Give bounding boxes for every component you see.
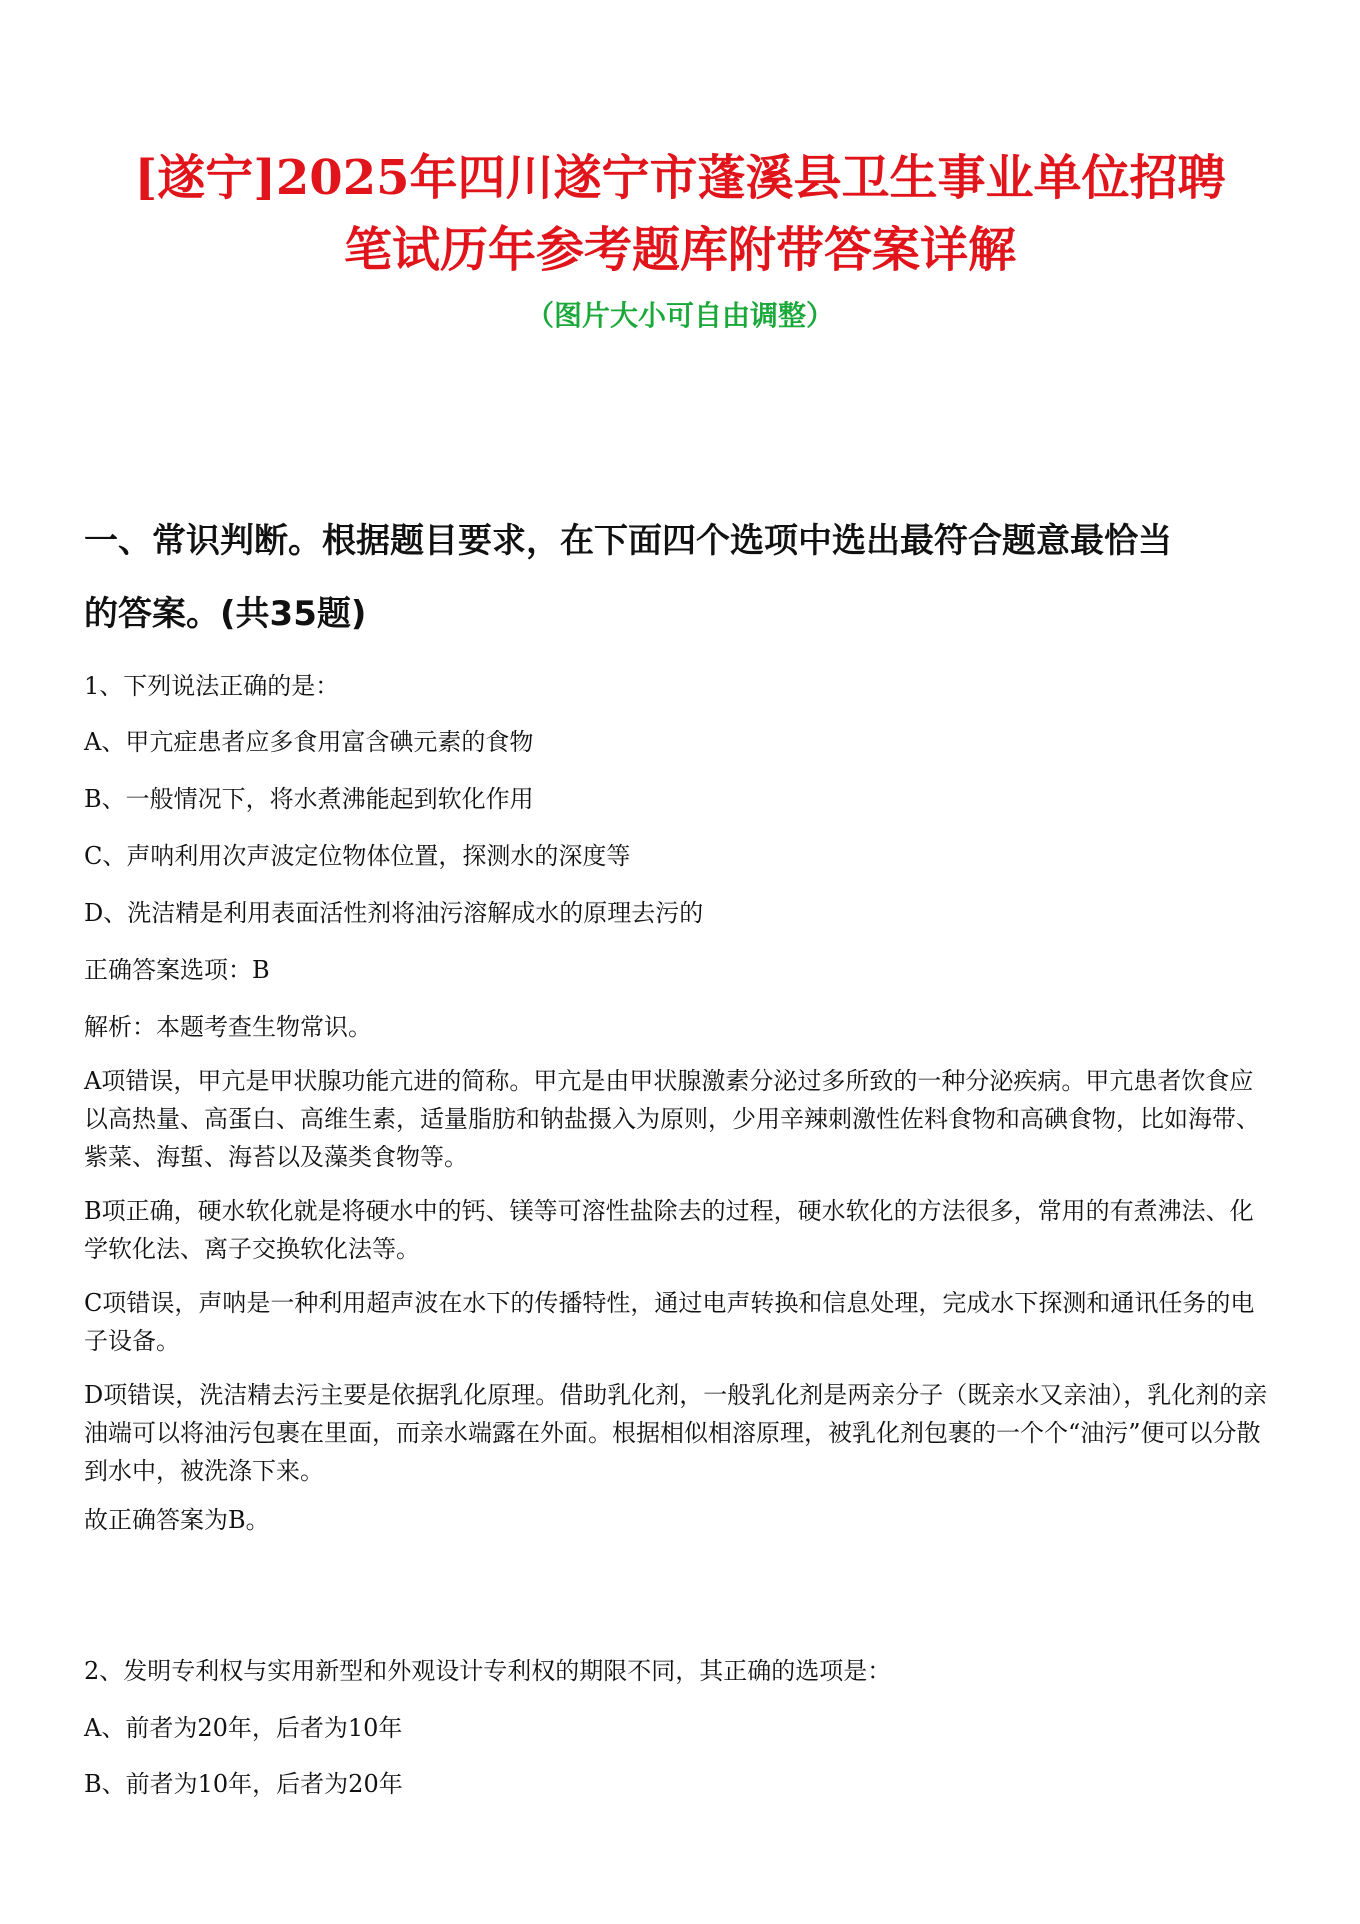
document-title-line-1: [遂宁]2025年四川遂宁市蓬溪县卫生事业单位招聘 [134,150,1226,206]
question-2-option-a: A、前者为20年，后者为10年 [84,1714,403,1742]
question-1-stem: 1、下列说法正确的是： [84,672,340,700]
question-2-stem: 2、发明专利权与实用新型和外观设计专利权的期限不同，其正确的选项是： [84,1657,892,1685]
question-1-conclusion: 故正确答案为B。 [84,1506,270,1534]
question-1-answer: 正确答案选项：B [84,956,270,984]
document-title-line-2: 笔试历年参考题库附带答案详解 [343,222,1016,278]
question-1-analysis-intro: 解析：本题考查生物常识。 [84,1013,372,1041]
question-1-analysis-d: D项错误，洗洁精去污主要是依据乳化原理。借助乳化剂，一般乳化剂是两亲分子（既亲水又亲油），乳化剂的亲油端可以将油污包裹在里面，而亲水端露在外面。根据相似相溶原理，被乳化剂包裹的一个个“油污”便可以分散到水中，被洗涤下来。 [84,1381,1268,1485]
question-1-option-c: C、声呐利用次声波定位物体位置，探测水的深度等 [84,842,631,870]
question-1-option-a: A、甲亢症患者应多食用富含碘元素的食物 [84,728,534,756]
question-1-option-d: D、洗洁精是利用表面活性剂将油污溶解成水的原理去污的 [84,899,704,927]
document-subtitle: （图片大小可自由调整） [525,299,834,332]
question-2-option-b: B、前者为10年，后者为20年 [84,1770,403,1798]
question-1-analysis-c: C项错误，声呐是一种利用超声波在水下的传播特性，通过电声转换和信息处理，完成水下探测和通讯任务的电子设备。 [84,1289,1255,1355]
question-1-analysis-a: A项错误，甲亢是甲状腺功能亢进的简称。甲亢是由甲状腺激素分泌过多所致的一种分泌疾病。甲亢患者饮食应以高热量、高蛋白、高维生素，适量脂肪和钠盐摄入为原则，少用辛辣刺激性佐料食物和高碘食物，比如海带、紫菜、海蜇、海苔以及藻类食物等。 [84,1067,1260,1171]
section-heading-line-2: 的答案。(共35题) [84,594,367,634]
section-heading-line-1: 一、常识判断。根据题目要求，在下面四个选项中选出最符合题意最恰当 [84,521,1172,561]
question-1-option-b: B、一般情况下，将水煮沸能起到软化作用 [84,785,534,813]
question-1-analysis-b: B项正确，硬水软化就是将硬水中的钙、镁等可溶性盐除去的过程，硬水软化的方法很多，常用的有煮沸法、化学软化法、离子交换软化法等。 [84,1197,1254,1263]
